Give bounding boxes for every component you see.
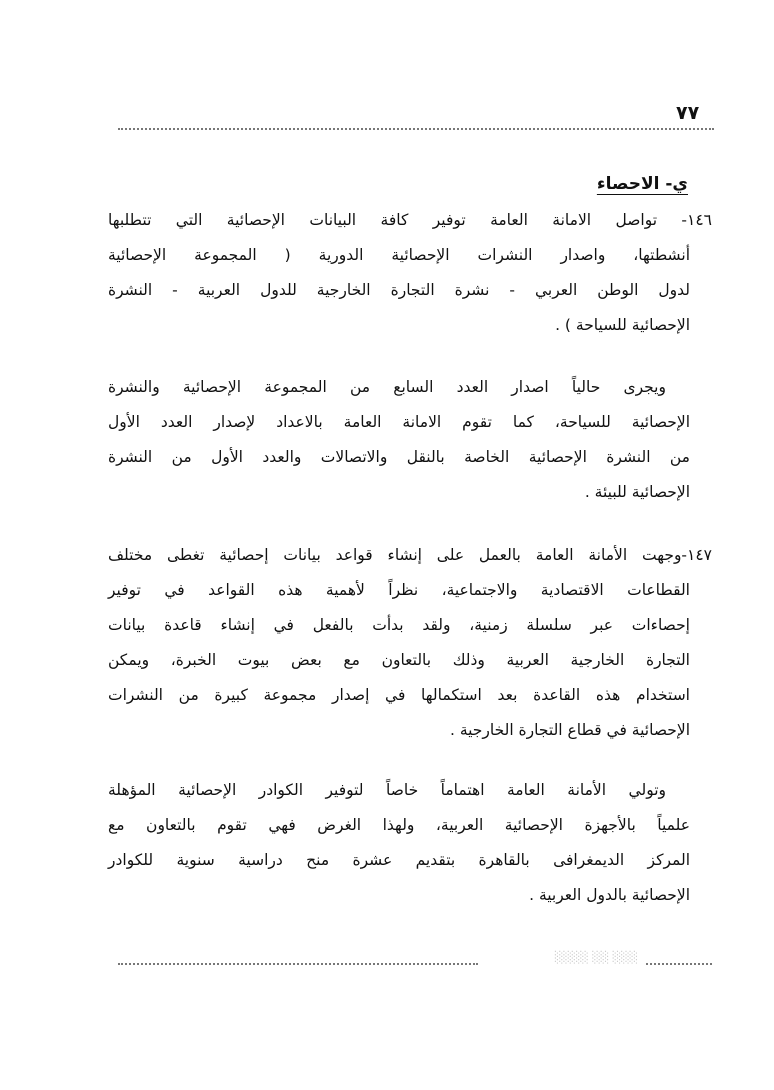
page-number: ٧٧ <box>676 102 700 124</box>
paragraph-3-line: التجارة الخارجية العربية وذلك بالتعاون مع بعض بيوت الخبرة، ويمكن <box>108 651 690 669</box>
paragraph-4-line: علمياً بالأجهزة الإحصائية العربية، ولهذا الغرض فهي تقوم بالتعاون مع <box>108 816 690 834</box>
paragraph-1-line: الإحصائية للسياحة ) . <box>555 316 690 334</box>
paragraph-2-line: الإحصائية للسياحة، كما تقوم الامانة العامة بالاعداد لإصدار العدد الأول <box>108 413 690 431</box>
footer-divider <box>118 963 478 965</box>
paragraph-2-line: ويجرى حالياً اصدار العدد السابع من المجموعة الإحصائية والنشرة <box>108 378 666 396</box>
paragraph-2-line: من النشرة الإحصائية الخاصة بالنقل والاتصالات والعدد الأول من النشرة <box>108 448 690 466</box>
paragraph-3-line: القطاعات الاقتصادية والاجتماعية، نظراً لأهمية هذه القواعد في توفير <box>108 581 690 599</box>
paragraph-4-line: الإحصائية بالدول العربية . <box>529 886 690 904</box>
section-heading: ي- الاحصاء <box>596 174 688 194</box>
paragraph-3-line: ١٤٧-وجهت الأمانة العامة بالعمل على إنشاء قواعد بيانات إحصائية تغطى مختلف <box>108 546 712 564</box>
paragraph-3-line: استخدام هذه القاعدة بعد استكمالها في إصدار مجموعة كبيرة من النشرات <box>108 686 690 704</box>
footer-watermark-icon: ░░░ ░░ ░░░░ <box>554 951 638 964</box>
paragraph-3-line: إحصاءات عبر سلسلة زمنية، ولقد بدأت بالفعل في إنشاء قاعدة بيانات <box>108 616 690 634</box>
paragraph-4-line: المركز الديمغرافى بالقاهرة بتقديم عشرة منح دراسية سنوية للكوادر <box>108 851 690 869</box>
paragraph-1-line: ١٤٦- تواصل الامانة العامة توفير كافة البيانات الإحصائية التي تتطلبها <box>108 211 712 229</box>
paragraph-1-line: أنشطتها، واصدار النشرات الإحصائية الدورية ( المجموعة الإحصائية <box>108 246 690 264</box>
paragraph-1-line: لدول الوطن العربي - نشرة التجارة الخارجية للدول العربية - النشرة <box>108 281 690 299</box>
paragraph-3-line: الإحصائية في قطاع التجارة الخارجية . <box>449 721 690 739</box>
header-divider <box>118 128 714 130</box>
paragraph-4-line: وتولي الأمانة العامة اهتماماً خاصاً لتوفير الكوادر الإحصائية المؤهلة <box>108 781 666 799</box>
footer-divider-right <box>646 963 712 965</box>
paragraph-2-line: الإحصائية للبيئة . <box>584 483 690 501</box>
